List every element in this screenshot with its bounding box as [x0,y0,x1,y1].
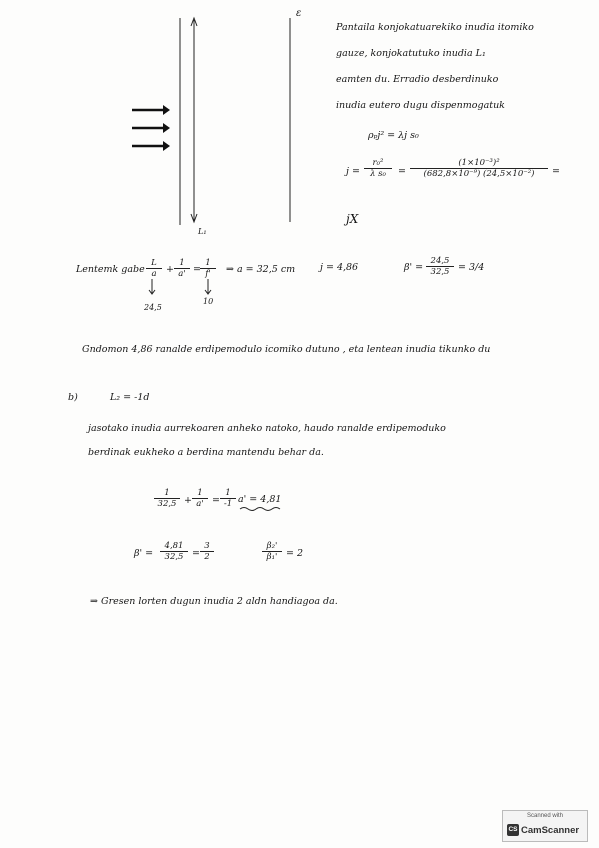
camscanner-watermark: Scanned with CS CamScanner [502,810,588,842]
formula-1: ρₚj² = λj s₀ [368,130,419,141]
lens-beta-val: = 3/4 [458,262,485,273]
b-beta-label: β' = [134,548,154,559]
equals-2: = [398,166,406,177]
note-line-3: eamten du. Erradio desberdinuko [336,74,499,85]
jx-mark: jX [346,212,359,226]
b-a-result: a' = 4,81 [238,494,282,505]
j-label: j = [346,166,360,177]
part-b-line-1: jasotako inudia aurrekoaren anheko natoko, haudo ranalde erdipemoduko [88,423,446,434]
part-b-line-2: berdinak eukheko a berdina mantendu behar da. [88,447,324,458]
lens-label: Lentemk gabe [76,264,145,275]
b-frac-3: $\frac{1}{-1}$ [220,488,236,509]
b-beta-frac: $\frac{4,81}{32,5}$ [160,541,188,562]
lens-sub-f: 10 [203,297,214,306]
b-final: ⇒ Gresen lorten dugun inudia 2 aldn handiagoa da. [90,596,338,607]
fraction-j: $\frac{\text{r₀²}}{\text{λ s₀}}$ [364,158,392,179]
label-epsilon: ε [296,8,302,19]
scanned-page: ε L₁ Pantaila konjokatuarekiko inudia itomiko gauze, konjokatutuko inudia L₁ eamten du. Erradio desberdinuko inudia eutero dugu dispenmogatuk ρₚj² = λj s₀ j = $\frac{\text{r₀²}}{\text{λ s₀}}$ = $\frac{\text{(1×10⁻³)²}}{\text{(682,8×10⁻⁹) (24,5×10⁻²)}}$ = jX Lentemk gabe $\frac{L}{a}$ + $\frac{1}{a'}$ = $\frac{1}{f'}$ ⇒ a = 32,5 cm 24,5 10 j = 4,86 β' = $\frac{24,5}{32,5}$ = 3/4 Gndomon 4,86 ranalde erdipemodulo icomiko dutuno , eta lentean inudia tikunko du b) L₂ = -1d jasotako inudia aurrekoaren anheko natoko, haudo ranalde erdipemoduko berdinak eukheko a berdina mantendu behar da. $\frac{1}{32,5}$ + $\frac{1}{a'}$ = $\frac{1}{-1}$ a' = 4,81 β' = $\frac{4,81}{32,5}$ = $\frac{3}{2}$ $\frac{\text{β₂'}}{\text{β₁'}}$ = 2 ⇒ Gresen lorten dugun inudia 2 aldn handiagoa da. Scanned with CS CamScanner [0,0,599,848]
underline-squiggle [240,508,280,511]
label-L1: L₁ [198,227,207,236]
lens-frac-2: $\frac{1}{a'}$ [174,258,190,279]
lens-beta-label: β' = [404,262,424,273]
fraction-j-values: $\frac{\text{(1×10⁻³)²}}{\text{(682,8×10⁻⁹) (24,5×10⁻²)}}$ [410,158,548,179]
lens-result-a: ⇒ a = 32,5 cm [226,264,296,275]
lens-frac-3: $\frac{1}{f'}$ [200,258,216,279]
part-b-label: b) [68,392,78,403]
light-arrowhead-2 [163,123,170,133]
lens-j-result: j = 4,86 [320,262,359,273]
conclusion-text: Gndomon 4,86 ranalde erdipemodulo icomiko dutuno , eta lentean inudia tikunko du [82,344,491,355]
b-frac-1: $\frac{1}{32,5}$ [154,488,180,509]
b-beta-ratio: $\frac{\text{β₂'}}{\text{β₁'}}$ [262,541,282,562]
note-line-4: inudia eutero dugu dispenmogatuk [336,100,505,111]
note-line-2: gauze, konjokatutuko inudia L₁ [336,48,486,59]
b-beta-simplified: $\frac{3}{2}$ [200,541,214,562]
lens-beta-frac: $\frac{24,5}{32,5}$ [426,256,454,277]
b-frac-2: $\frac{1}{a'}$ [192,488,208,509]
note-line-1: Pantaila konjokatuarekiko inudia itomiko [336,22,534,33]
part-b-condition: L₂ = -1d [110,392,150,403]
b-ratio-val: = 2 [286,548,304,559]
lens-sub-a: 24,5 [144,303,162,312]
camscanner-icon: CS [507,824,519,836]
light-arrowhead-1 [163,105,170,115]
lens-frac-1: $\frac{L}{a}$ [146,258,162,279]
equals-3: = [552,166,560,177]
light-arrowhead-3 [163,141,170,151]
